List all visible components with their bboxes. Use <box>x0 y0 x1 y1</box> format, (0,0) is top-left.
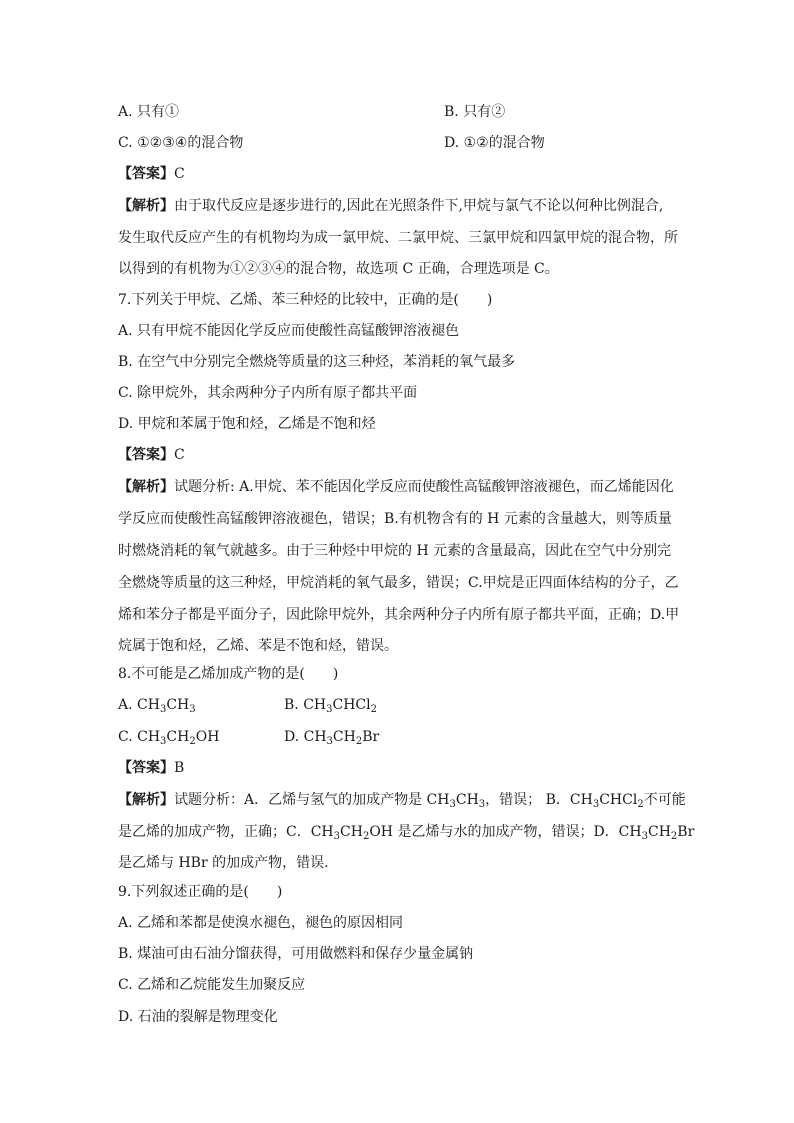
option-text: B. CH <box>284 697 327 713</box>
q9-option-b: B. 煤油可由石油分馏获得，可用做燃料和保存少量金属钠 <box>118 946 474 962</box>
q7-analysis-line-4: 全燃烧等质量的这三种烃，甲烷消耗的氧气最多，错误；C.甲烷是正四面体结构的分子，乙 <box>118 575 679 591</box>
q8-option-d: D. $CH_3CH_2Br$ <box>284 729 380 747</box>
q7-analysis-line-1 <box>118 477 674 497</box>
analysis-text: 由于取代反应是逐步进行的,因此在光照条件下,甲烷与氯气不论以何种比例混合, <box>174 198 664 214</box>
q7-option-b: B. 在空气中分别完全燃烧等质量的这三种烃，苯消耗的氧气最多 <box>118 354 516 370</box>
answer-value: C <box>174 166 185 182</box>
q9-option-a: A. 乙烯和苯都是使溴水褪色，褪色的原因相同 <box>118 915 404 931</box>
q8-option-c: C. $CH_3CH_2OH$ <box>118 729 220 747</box>
q9-option-d: D. 石油的裂解是物理变化 <box>118 1009 278 1025</box>
analysis-tag: 【解析】 <box>118 792 174 808</box>
q6-analysis-line-2: 发生取代反应产生的有机物均为成一氯甲烷、二氯甲烷、三氯甲烷和四氯甲烷的混合物，所 <box>118 230 678 246</box>
analysis-text: 是乙烯的加成产物，正确；C．CH <box>118 824 334 840</box>
q6-option-a: A. 只有① <box>118 104 180 120</box>
answer-tag: 【答案】 <box>118 447 174 463</box>
q7-answer <box>118 445 185 465</box>
q7-analysis-line-6: 烷属于饱和烃，乙烯、苯是不饱和烃，错误。 <box>118 638 398 654</box>
answer-value: C <box>174 447 185 463</box>
q8-analysis-line-1: 【解析】试题分析：A．乙烯与氢气的加成产物是 $CH_3CH_3$，错误； B．$CH_3CHCl_2$不可能 <box>118 792 686 810</box>
q8-stem: 8.不可能是乙烯加成产物的是( ) <box>118 666 339 682</box>
answer-tag: 【答案】 <box>118 760 174 776</box>
q7-option-c: C. 除甲烷外，其余两种分子内所有原子都共平面 <box>118 385 418 401</box>
answer-value: B <box>174 760 185 776</box>
q6-option-c: C. ①②③④的混合物 <box>118 135 244 151</box>
answer-tag: 【答案】 <box>118 166 174 182</box>
q8-answer <box>118 758 184 778</box>
q8-analysis-line-3: 是乙烯与 HBr 的加成产物，错误. <box>118 855 329 871</box>
option-text: D. CH <box>284 729 327 745</box>
q6-option-b: B. 只有② <box>444 104 506 120</box>
q8-option-a: A. $CH_3CH_3$ <box>118 697 196 715</box>
analysis-tag: 【解析】 <box>118 198 174 214</box>
analysis-text: OH 是乙烯与水的加成产物，错误；D．CH <box>369 824 642 840</box>
analysis-text: 试题分析: A.甲烷、苯不能因化学反应而使酸性高锰酸钾溶液褪色，而乙烯能因化 <box>174 479 674 495</box>
q6-analysis-line-1 <box>118 196 663 216</box>
q9-stem: 9.下列叙述正确的是( ) <box>118 884 283 900</box>
q7-analysis-line-5: 烯和苯分子都是平面分子，因此除甲烷外，其余两种分子内所有原子都共平面，正确；D.甲 <box>118 607 680 623</box>
analysis-text: 试题分析：A．乙烯与氢气的加成产物是 CH <box>174 792 450 808</box>
q7-option-d: D. 甲烷和苯属于饱和烃，乙烯是不饱和烃 <box>118 416 376 432</box>
option-text: A. CH <box>118 697 160 713</box>
analysis-tag: 【解析】 <box>118 479 174 495</box>
analysis-text: 不可能 <box>643 792 686 808</box>
q7-analysis-line-3: 时燃烧消耗的氧气就越多。由于三种烃中甲烷的 H 元素的含量最高，因此在空气中分别完 <box>118 543 672 559</box>
q6-option-d: D. ①②的混合物 <box>444 135 545 151</box>
q9-option-c: C. 乙烯和乙烷能发生加聚反应 <box>118 977 306 993</box>
q8-analysis-line-2: 是乙烯的加成产物，正确；C．$CH_3CH_2OH$ 是乙烯与水的加成产物，错误；D．$CH_3CH_2Br$ <box>118 824 695 842</box>
q6-analysis-line-3: 以得到的有机物为①②③④的混合物，故选项 C 正确，合理选项是 C。 <box>118 261 559 277</box>
analysis-text: ，错误； B．CH <box>485 792 593 808</box>
q7-option-a: A. 只有甲烷不能因化学反应而使酸性高锰酸钾溶液褪色 <box>118 323 460 339</box>
option-text: C. CH <box>118 729 161 745</box>
q8-option-b: B. $CH_3CHCl_2$ <box>284 697 377 715</box>
q7-stem: 7.下列关于甲烷、乙烯、苯三种烃的比较中，正确的是( ) <box>118 292 493 308</box>
q6-answer <box>118 164 185 184</box>
q7-analysis-line-2: 学反应而使酸性高锰酸钾溶液褪色，错误；B.有机物含有的 H 元素的含量越大，则等质量 <box>118 511 672 527</box>
